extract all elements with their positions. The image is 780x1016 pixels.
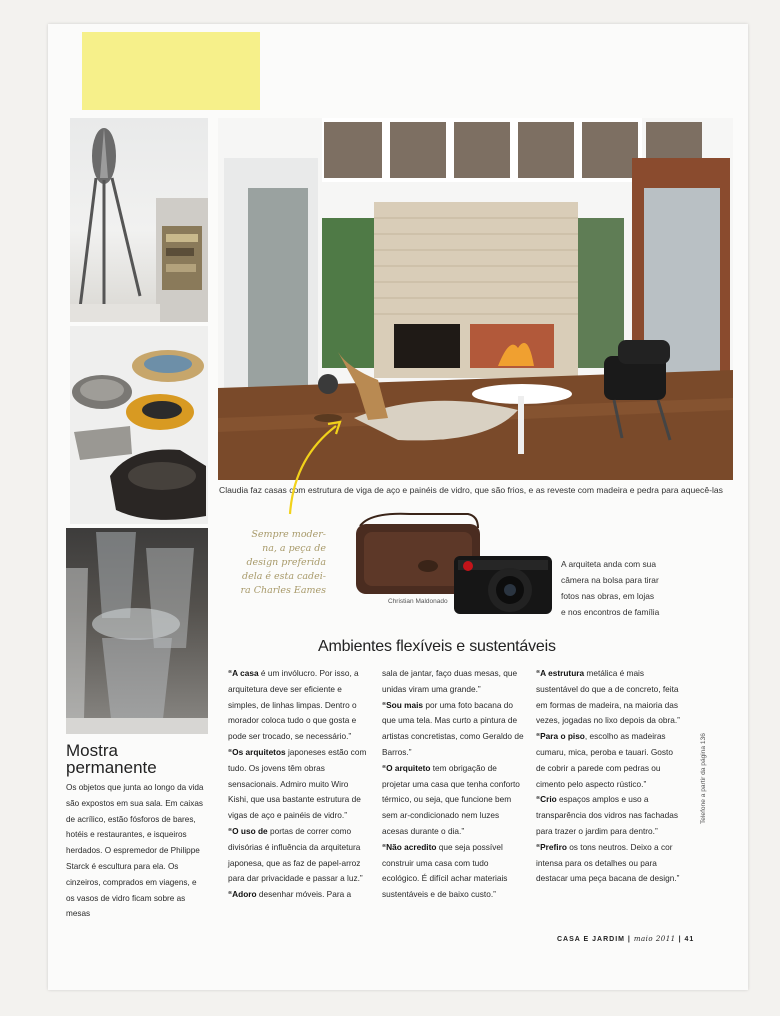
- paragraph-text: , escolho as madeiras cumaru, mica, peroba e tauari. Gosto de cobrir a parede com pedras ou cimento pelo aspecto rústico.”: [536, 731, 673, 789]
- page-number: 41: [684, 936, 695, 943]
- lead-in: “O uso de: [228, 825, 268, 836]
- paragraph-text: japoneses estão com tudo. Os jovens têm obras sensacionais. Admiro muito Wiro Kishi, que usa bastante estrutura de vigas de aço e painéis de vidro.”: [228, 746, 367, 821]
- camera-caption-line: e nos encontros de família: [561, 607, 660, 617]
- camera-photo: [350, 510, 558, 622]
- footer-separator: |: [627, 936, 634, 943]
- lead-in: “Os arquitetos: [228, 746, 286, 757]
- handwritten-line: design preferida: [246, 557, 326, 568]
- handwritten-note: [226, 528, 326, 598]
- paragraph: [536, 840, 682, 887]
- paragraph: [536, 792, 682, 839]
- camera-caption: [561, 556, 693, 620]
- paragraph: [228, 824, 368, 887]
- paragraph: [382, 698, 524, 761]
- ashtrays-photo: [70, 326, 208, 524]
- juicer-illustration: [70, 118, 208, 322]
- paragraph-text: os tons neutros. Deixo a cor intensa para os detalhes ou para destacar uma peça bacana de design.”: [536, 841, 680, 884]
- vertical-note: Telefone a partir da página 136: [700, 733, 707, 824]
- lead-in: “O arquiteto: [382, 762, 431, 773]
- paragraph-text: desenhar móveis. Para a: [256, 889, 352, 900]
- lead-in: “Para o piso: [536, 731, 585, 742]
- handwritten-line: Sempre moder-: [251, 529, 326, 540]
- paragraph-text: espaços amplos e uso a transparência dos vidros nas fachadas para trazer o jardim para dentro.”: [536, 794, 679, 836]
- ashtrays-illustration: [70, 326, 208, 524]
- handwritten-line: na, a peça de: [262, 543, 326, 554]
- paragraph-text: portas de correr como divisórias é influência da arquitetura japonesa, que as faz de papel-arroz para dar privacidade e passar a luz.”: [228, 825, 363, 884]
- sidebar-title: [66, 742, 157, 776]
- paragraph-text: que seja possível construir uma casa com tudo ecológico. É difícil achar materiais sustentáveis e de baixo custo.”: [382, 841, 508, 900]
- paragraph-text: metálica é mais sustentável do que a de concreto, feita em formas de madeira, na maioria das vezes, jogadas no lixo depois da obra.”: [536, 668, 680, 726]
- paragraph: [382, 840, 524, 903]
- camera-illustration: [350, 510, 558, 622]
- juicer-photo: [70, 118, 208, 322]
- lead-in: “Prefiro: [536, 841, 567, 852]
- camera-caption-line: A arquiteta anda com sua: [561, 559, 656, 569]
- sidebar-text: Os objetos que junta ao longo da vida são expostos em sua sala. Em caixas de acrílico, estão fósforos de bares, hotéis e restaurantes, e isqueiros herdados. O espremedor de Philippe Starck é escultura para ela. Os cinzeiros, comprados em viagens, e os vasos de vidro ficam sobre as mesas: [66, 783, 204, 919]
- paragraph: [382, 761, 524, 840]
- lead-in: “Sou mais: [382, 699, 424, 710]
- handwritten-line: dela é esta cadei-: [241, 571, 326, 582]
- magazine-name: CASA E JARDIM: [557, 936, 625, 943]
- sidebar-title-line: Mostra: [66, 741, 118, 760]
- camera-caption-line: câmera na bolsa para tirar: [561, 575, 659, 585]
- sticky-note: [82, 32, 260, 110]
- paragraph-text: sala de jantar, faço duas mesas, que unidas viram uma grande.”: [382, 668, 518, 694]
- text-column-3: [536, 666, 682, 887]
- camera-caption-line: fotos nas obras, em lojas: [561, 591, 655, 601]
- arrow-icon: [280, 418, 350, 518]
- paragraph: [382, 666, 524, 698]
- article-headline: Ambientes flexíveis e sustentáveis: [318, 638, 556, 655]
- photo-credit: Christian Maldonado: [388, 598, 448, 605]
- lead-in: “Não acredito: [382, 841, 437, 852]
- paragraph: [536, 729, 682, 792]
- paragraph-text: por uma foto bacana do que uma tela. Mas curto a pintura de artistas concretistas, como Geraldo de Barros.”: [382, 699, 524, 757]
- text-column-1: [228, 666, 368, 903]
- handwritten-line: ra Charles Eames: [240, 585, 326, 596]
- lead-in: “Crio: [536, 794, 557, 805]
- paragraph: [228, 666, 368, 745]
- issue-date: maio 2011: [633, 935, 676, 943]
- sidebar-title-line: permanente: [66, 758, 157, 777]
- footer-separator: |: [678, 936, 685, 943]
- lead-in: “A estrutura: [536, 668, 585, 678]
- glass-vases-illustration: [66, 528, 208, 734]
- glass-vases-photo: [66, 528, 208, 734]
- lead-in: “A casa: [228, 668, 259, 678]
- paragraph-text: tem obrigação de projetar uma casa que tenha conforto térmico, ou seja, que funcione bem sem ar-condicionado nem luzes acesas durante o dia.”: [382, 762, 520, 836]
- page-footer: [557, 935, 694, 943]
- main-photo-caption: Claudia faz casas com estrutura de viga de aço e painéis de vidro, que são frios, e as reveste com madeira e pedra para aquecê-las: [219, 485, 723, 495]
- paragraph: [536, 666, 682, 729]
- text-column-2: [382, 666, 524, 903]
- paragraph: [228, 887, 368, 903]
- paragraph-text: é um invólucro. Por isso, a arquitetura deve ser eficiente e simples, de linhas limpas. Dentro o morador coloca tudo o que gosta e pode ser trocado, se necessário.”: [228, 668, 359, 742]
- lead-in: “Adoro: [228, 889, 257, 900]
- paragraph: [228, 745, 368, 824]
